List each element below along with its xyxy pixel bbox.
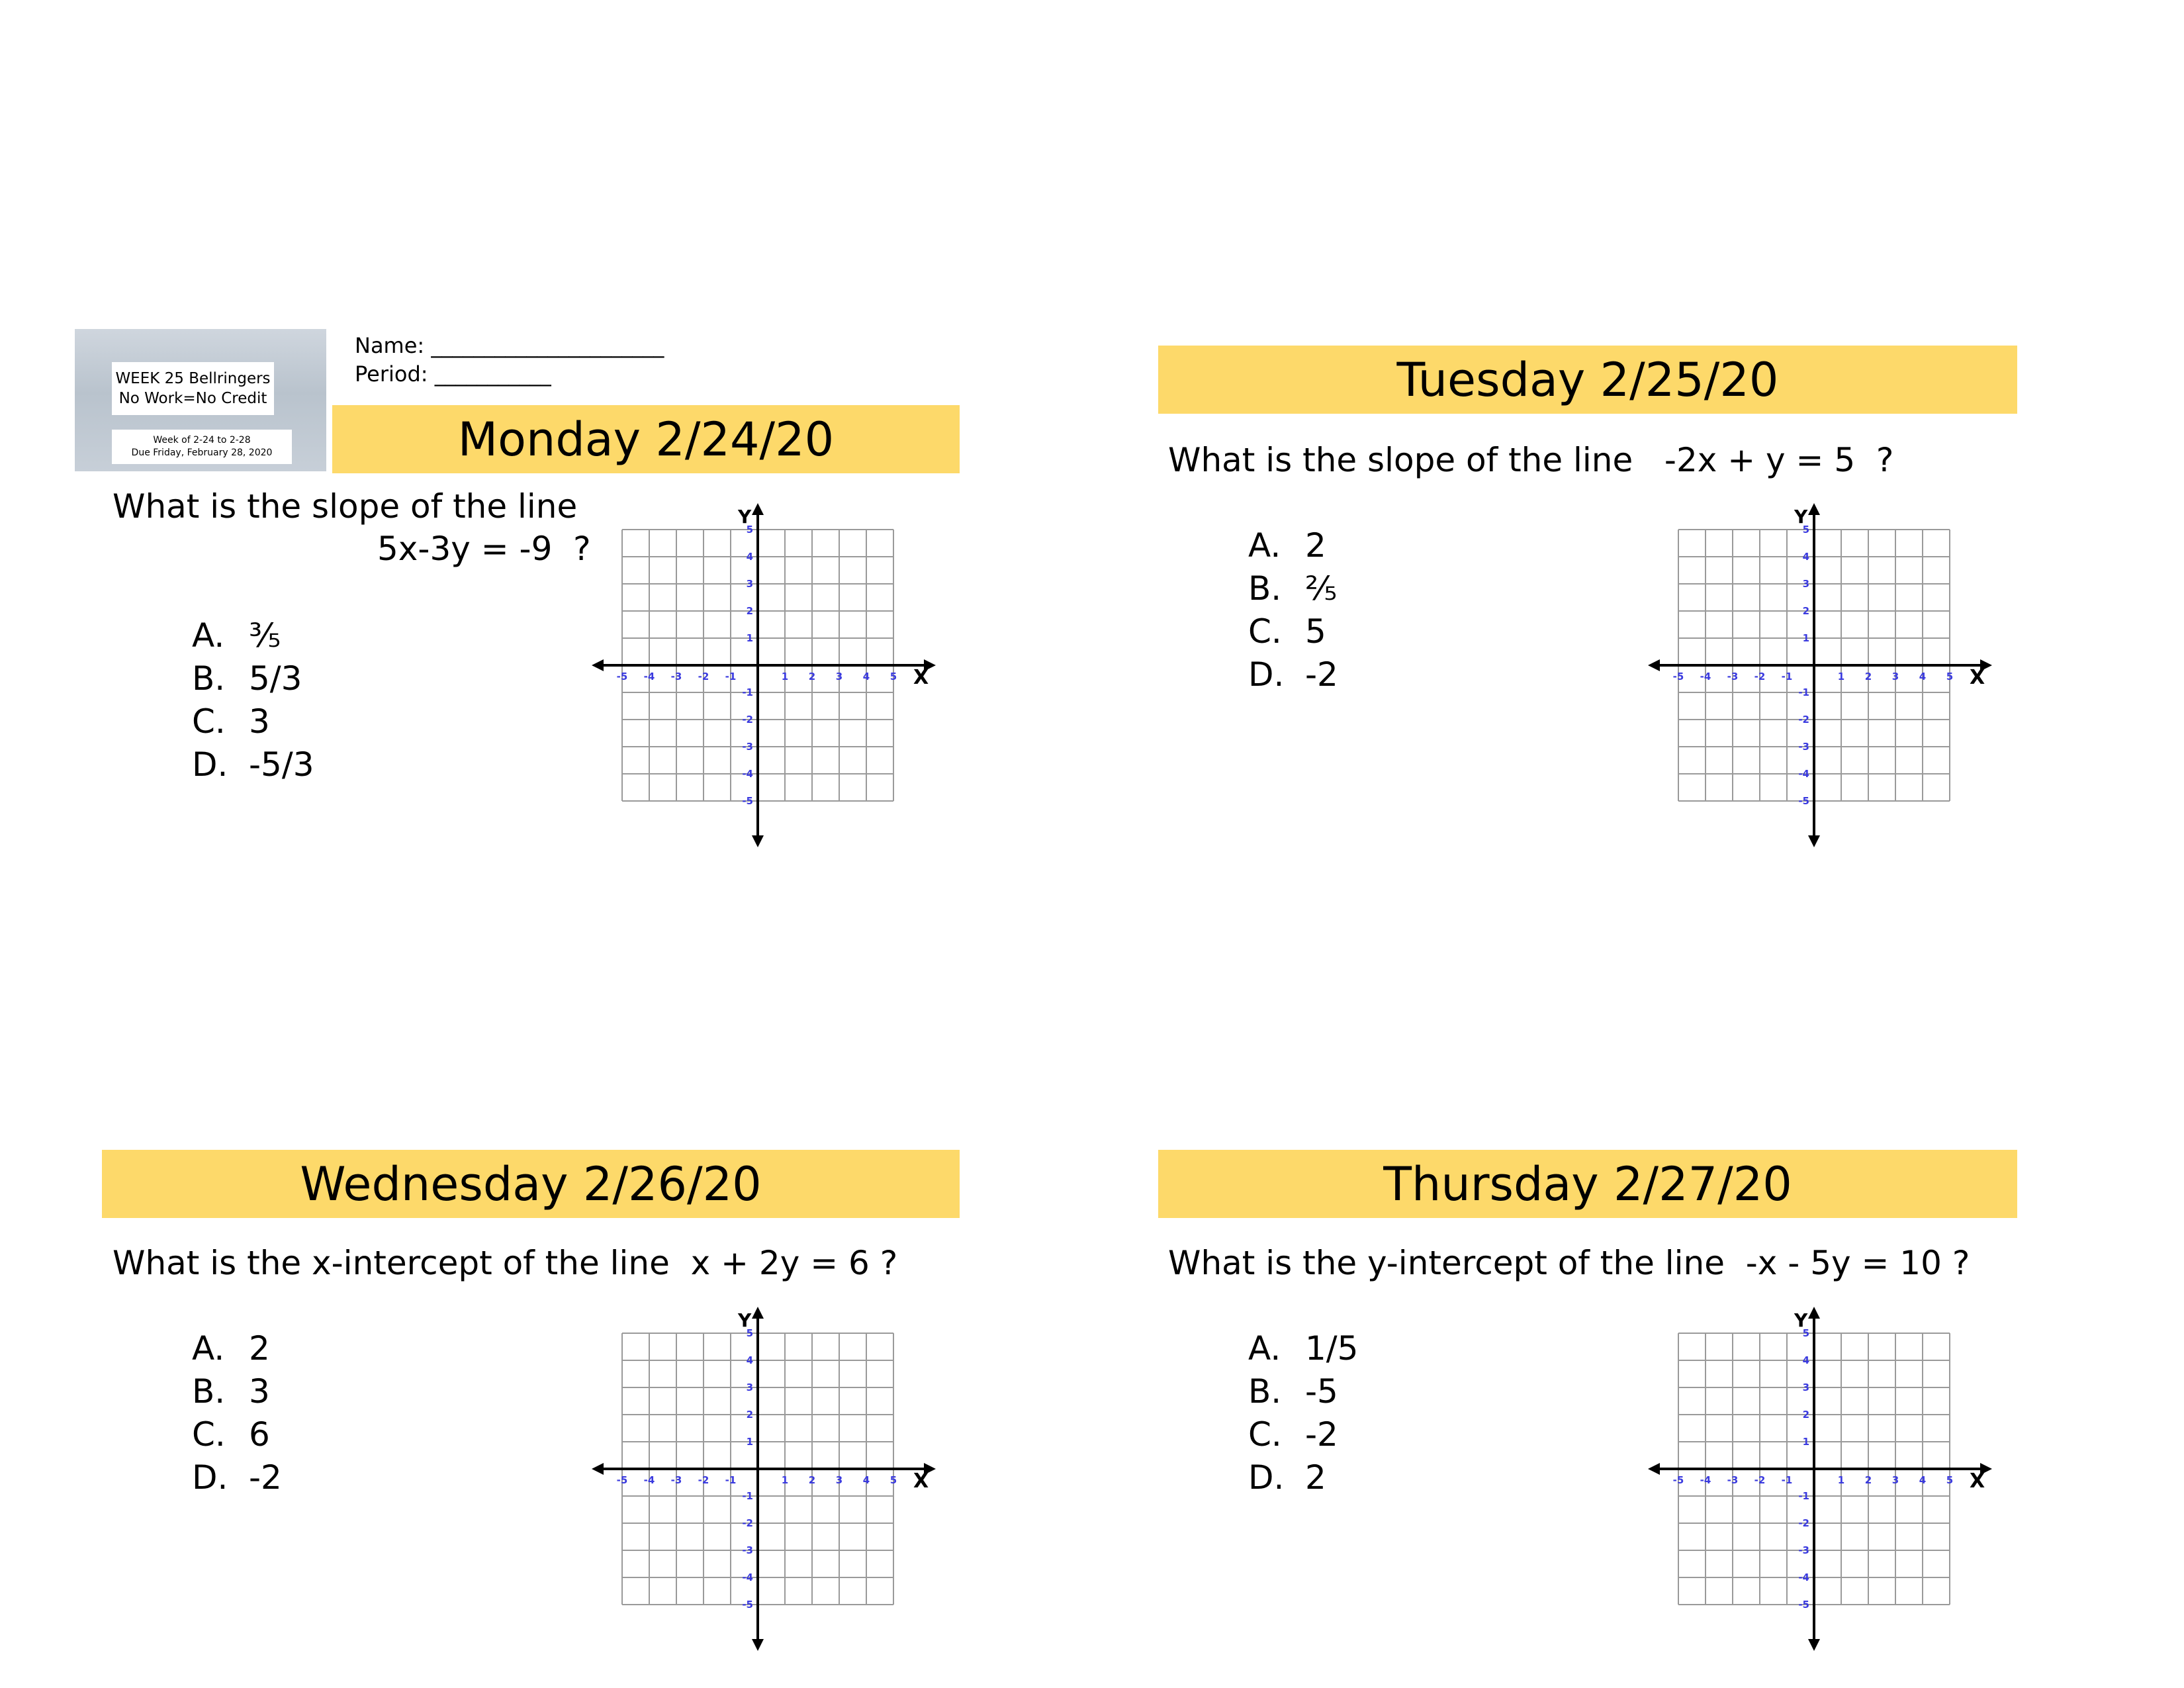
monday-coordinate-grid xyxy=(592,503,936,847)
y-axis-arrow-down xyxy=(752,1639,764,1651)
choice-text: 3 xyxy=(249,1372,270,1411)
x-tick-label: 1 xyxy=(1837,671,1845,682)
tuesday-choices xyxy=(1248,524,1338,696)
thursday-coordinate-grid xyxy=(1648,1307,1992,1651)
y-tick-label: 3 xyxy=(746,1382,753,1393)
choice-text: -5/3 xyxy=(249,745,314,784)
choice-letter: B. xyxy=(192,659,226,698)
x-tick-label: 2 xyxy=(1864,671,1872,682)
y-axis-arrow-down xyxy=(1808,835,1820,847)
logo-date-box xyxy=(112,430,292,464)
y-tick-label: 1 xyxy=(1802,1436,1809,1448)
y-tick-label: -3 xyxy=(742,741,753,753)
x-tick-label: -5 xyxy=(1672,671,1684,682)
y-tick-label: -5 xyxy=(1798,795,1809,807)
grid-svg xyxy=(592,503,936,847)
y-tick-label: 4 xyxy=(746,551,753,563)
y-tick-label: 3 xyxy=(746,578,753,590)
x-tick-label: -1 xyxy=(1781,671,1793,682)
week-logo xyxy=(75,329,326,471)
x-tick-label: 1 xyxy=(1837,1474,1845,1486)
y-axis-arrow-down xyxy=(1808,1639,1820,1651)
y-tick-label: -3 xyxy=(1798,741,1809,753)
y-tick-label: -5 xyxy=(742,795,753,807)
y-tick-label: 1 xyxy=(746,632,753,644)
y-tick-label: -3 xyxy=(742,1544,753,1556)
y-axis-label: Y xyxy=(1794,506,1808,528)
x-tick-label: -3 xyxy=(670,671,682,682)
choice-letter: A. xyxy=(1248,526,1281,565)
y-axis-label: Y xyxy=(738,506,752,528)
wednesday-banner xyxy=(102,1150,960,1218)
choice-item xyxy=(192,657,314,700)
x-tick-label: -3 xyxy=(1727,1474,1739,1486)
choice-item xyxy=(192,614,314,657)
choice-letter: A. xyxy=(1248,1329,1281,1368)
y-tick-label: 5 xyxy=(1802,1327,1809,1339)
period-field-label: Period: ___________ xyxy=(355,361,551,387)
choice-letter: A. xyxy=(192,1329,225,1368)
choice-text: -2 xyxy=(249,1458,282,1497)
y-tick-label: 2 xyxy=(1802,605,1809,617)
x-axis-arrow-left xyxy=(1648,659,1660,671)
y-axis-arrow-up xyxy=(752,1307,764,1319)
y-tick-label: -2 xyxy=(1798,714,1809,726)
thursday-choices xyxy=(1248,1327,1358,1499)
y-tick-label: 3 xyxy=(1802,1382,1809,1393)
choice-item xyxy=(1248,567,1338,610)
x-tick-label: -4 xyxy=(643,671,655,682)
x-tick-label: 3 xyxy=(1891,671,1899,682)
wednesday-coordinate-grid xyxy=(592,1307,936,1651)
choice-item xyxy=(1248,653,1338,696)
logo-line1: WEEK 25 Bellringers xyxy=(115,370,271,387)
choice-text: 2 xyxy=(249,1329,270,1368)
x-axis-label: X xyxy=(1970,1470,1985,1493)
y-tick-label: -4 xyxy=(742,1571,753,1583)
x-tick-label: -4 xyxy=(1700,1474,1711,1486)
choice-letter: B. xyxy=(1248,569,1282,608)
x-axis-label: X xyxy=(913,666,929,689)
choice-text: 5/3 xyxy=(249,659,302,698)
name-field-label: Name: ______________________ xyxy=(355,333,664,358)
y-tick-label: 2 xyxy=(746,1409,753,1421)
x-tick-label: -5 xyxy=(616,1474,628,1486)
wednesday-title: Wednesday 2/26/20 xyxy=(300,1156,762,1211)
choice-text: -2 xyxy=(1305,1415,1338,1454)
y-tick-label: -2 xyxy=(742,714,753,726)
x-tick-label: -2 xyxy=(698,1474,709,1486)
y-tick-label: -1 xyxy=(1798,686,1809,698)
tuesday-banner xyxy=(1158,346,2017,414)
tuesday-coordinate-grid xyxy=(1648,503,1992,847)
grid-svg xyxy=(1648,1307,1992,1651)
grid-svg xyxy=(1648,503,1992,847)
x-tick-label: 1 xyxy=(781,1474,789,1486)
x-tick-label: -1 xyxy=(725,671,737,682)
y-axis-label: Y xyxy=(738,1309,752,1331)
choice-letter: A. xyxy=(192,616,225,655)
logo-line4: Due Friday, February 28, 2020 xyxy=(131,447,273,458)
choice-text: 5 xyxy=(1305,612,1326,651)
choice-text: -2 xyxy=(1305,655,1338,694)
choice-text: 2 xyxy=(1305,1458,1326,1497)
y-tick-label: 2 xyxy=(1802,1409,1809,1421)
choice-letter: C. xyxy=(192,1415,226,1454)
choice-text: ⅖ xyxy=(1305,569,1338,608)
choice-text: 1/5 xyxy=(1305,1329,1359,1368)
choice-text: 6 xyxy=(249,1415,270,1454)
x-tick-label: -1 xyxy=(725,1474,737,1486)
monday-title: Monday 2/24/20 xyxy=(457,412,835,467)
x-tick-label: 5 xyxy=(889,1474,897,1486)
y-tick-label: 4 xyxy=(1802,1354,1809,1366)
x-tick-label: 3 xyxy=(835,671,843,682)
choice-text: 2 xyxy=(1305,526,1326,565)
y-tick-label: -2 xyxy=(1798,1517,1809,1529)
choice-letter: D. xyxy=(192,745,228,784)
y-tick-label: -4 xyxy=(742,768,753,780)
y-tick-label: -1 xyxy=(742,1490,753,1502)
x-tick-label: -1 xyxy=(1781,1474,1793,1486)
x-tick-label: -3 xyxy=(1727,671,1739,682)
choice-item xyxy=(192,743,314,786)
x-tick-label: 4 xyxy=(1919,1474,1927,1486)
x-tick-label: -2 xyxy=(1754,1474,1766,1486)
x-tick-label: 4 xyxy=(862,1474,870,1486)
x-tick-label: -2 xyxy=(698,671,709,682)
choice-text: -5 xyxy=(1305,1372,1338,1411)
choice-item xyxy=(1248,610,1338,653)
choice-item xyxy=(1248,1413,1358,1456)
y-tick-label: -5 xyxy=(1798,1599,1809,1611)
monday-choices xyxy=(192,614,314,786)
logo-line3: Week of 2-24 to 2-28 xyxy=(153,435,251,445)
x-axis-arrow-left xyxy=(592,659,604,671)
x-tick-label: 5 xyxy=(1946,1474,1954,1486)
y-tick-label: 5 xyxy=(1802,524,1809,536)
x-axis-arrow-left xyxy=(1648,1463,1660,1475)
choice-item xyxy=(192,1370,282,1413)
choice-item xyxy=(192,1413,282,1456)
choice-letter: D. xyxy=(1248,1458,1285,1497)
x-axis-arrow-left xyxy=(592,1463,604,1475)
wednesday-choices xyxy=(192,1327,282,1499)
x-tick-label: 4 xyxy=(862,671,870,682)
y-axis-arrow-up xyxy=(1808,1307,1820,1319)
y-tick-label: -4 xyxy=(1798,768,1809,780)
y-axis-arrow-up xyxy=(752,503,764,515)
y-tick-label: -1 xyxy=(742,686,753,698)
choice-item xyxy=(192,1456,282,1499)
choice-letter: C. xyxy=(1248,612,1282,651)
choice-item xyxy=(192,700,314,743)
x-axis-label: X xyxy=(1970,666,1985,689)
monday-question-line1: What is the slope of the line xyxy=(113,487,578,526)
grid-svg xyxy=(592,1307,936,1651)
x-tick-label: -5 xyxy=(616,671,628,682)
y-tick-label: 5 xyxy=(746,1327,753,1339)
y-axis-label: Y xyxy=(1794,1309,1808,1331)
x-tick-label: 2 xyxy=(808,671,816,682)
y-tick-label: 4 xyxy=(746,1354,753,1366)
x-tick-label: 5 xyxy=(1946,671,1954,682)
wednesday-question: What is the x-intercept of the line x + 2y = 6 ? xyxy=(113,1244,898,1282)
x-tick-label: 2 xyxy=(1864,1474,1872,1486)
y-tick-label: 3 xyxy=(1802,578,1809,590)
y-tick-label: -3 xyxy=(1798,1544,1809,1556)
choice-item xyxy=(1248,1370,1358,1413)
y-tick-label: 5 xyxy=(746,524,753,536)
choice-item xyxy=(1248,1327,1358,1370)
x-tick-label: 1 xyxy=(781,671,789,682)
choice-letter: D. xyxy=(1248,655,1285,694)
logo-line2: No Work=No Credit xyxy=(118,390,267,407)
choice-letter: B. xyxy=(192,1372,226,1411)
x-tick-label: -4 xyxy=(1700,671,1711,682)
monday-question-line2: 5x-3y = -9 ? xyxy=(377,530,591,568)
y-axis-arrow-up xyxy=(1808,503,1820,515)
logo-title-box xyxy=(112,362,274,415)
x-tick-label: -5 xyxy=(1672,1474,1684,1486)
y-tick-label: -1 xyxy=(1798,1490,1809,1502)
choice-item xyxy=(192,1327,282,1370)
thursday-question: What is the y-intercept of the line -x - 5y = 10 ? xyxy=(1168,1244,1970,1282)
thursday-title: Thursday 2/27/20 xyxy=(1383,1156,1792,1211)
y-tick-label: -4 xyxy=(1798,1571,1809,1583)
y-tick-label: 1 xyxy=(746,1436,753,1448)
choice-letter: C. xyxy=(1248,1415,1282,1454)
y-tick-label: 1 xyxy=(1802,632,1809,644)
x-tick-label: 3 xyxy=(835,1474,843,1486)
choice-letter: B. xyxy=(1248,1372,1282,1411)
x-tick-label: -4 xyxy=(643,1474,655,1486)
choice-item xyxy=(1248,1456,1358,1499)
y-axis-arrow-down xyxy=(752,835,764,847)
y-tick-label: 4 xyxy=(1802,551,1809,563)
x-tick-label: -3 xyxy=(670,1474,682,1486)
x-axis-label: X xyxy=(913,1470,929,1493)
x-tick-label: -2 xyxy=(1754,671,1766,682)
choice-letter: C. xyxy=(192,702,226,741)
choice-letter: D. xyxy=(192,1458,228,1497)
y-tick-label: 2 xyxy=(746,605,753,617)
x-tick-label: 5 xyxy=(889,671,897,682)
choice-item xyxy=(1248,524,1338,567)
choice-text: 3 xyxy=(249,702,270,741)
y-tick-label: -2 xyxy=(742,1517,753,1529)
y-tick-label: -5 xyxy=(742,1599,753,1611)
thursday-banner xyxy=(1158,1150,2017,1218)
x-tick-label: 4 xyxy=(1919,671,1927,682)
x-tick-label: 3 xyxy=(1891,1474,1899,1486)
tuesday-question: What is the slope of the line -2x + y = 5 ? xyxy=(1168,441,1894,479)
tuesday-title: Tuesday 2/25/20 xyxy=(1396,352,1779,407)
x-tick-label: 2 xyxy=(808,1474,816,1486)
choice-text: ⅗ xyxy=(249,616,281,655)
monday-banner xyxy=(332,405,960,473)
